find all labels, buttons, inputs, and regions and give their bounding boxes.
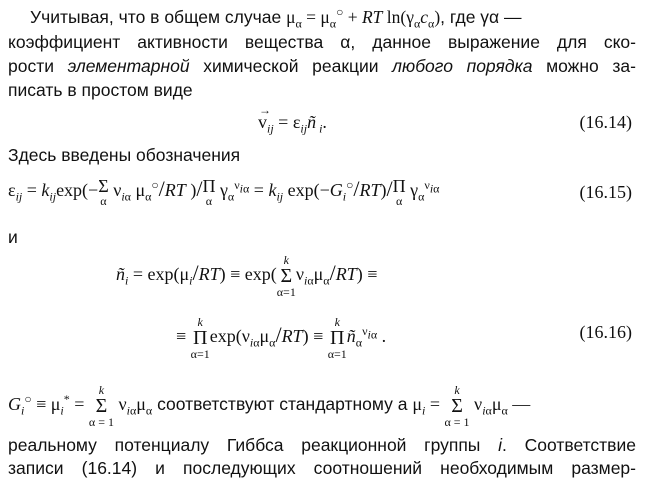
paragraph2-line-2 [8, 434, 636, 456]
notation-line: Здесь введены обозначения [8, 145, 241, 165]
text-span: , где γα — [440, 7, 522, 27]
equation-number-16-14: (16.14) [579, 112, 632, 132]
text-span: Учитывая, что в общем случае [30, 7, 287, 27]
text-span: рости [8, 56, 68, 76]
paragraph-line-3 [8, 55, 636, 77]
equation-16-14: v → $_{ij} = \varepsilon_{ij}ñ$ $_i$. [258, 103, 327, 136]
formula-mu-alpha: $\mu_\alpha = \mu_\alpha^○$ + RT $\ln(\gamma_\alpha c_\alpha)$ [286, 5, 441, 31]
text-span: соответствуют стандартному а [152, 394, 413, 415]
equation-number-16-16: (16.16) [579, 322, 632, 342]
conjunction: и [8, 227, 18, 247]
text-span: . Соответствие [502, 435, 636, 455]
italic-term: i [498, 435, 503, 455]
paragraph2-line-1: $G_i^○ \equiv \mu_i^*$ = k Σ α = 1 $\nu_{i\alpha}\mu_\alpha$ соответствуют стандартному а $\mu_i$ = k Σ α = 1 $\nu_{i\alpha}\mu_\alpha$ — [8, 383, 531, 429]
dash: — [507, 394, 531, 415]
equation-number-16-15: (16.15) [579, 182, 632, 202]
equation-16-15: $\varepsilon_{ij} = k_{ij}\exp(-$ Σ α $\nu_{i\alpha}$ $\mu_\alpha^○/RT$ )/ Π α $\gamma_\alpha^{\nu_{i\alpha}} = k_{ij}$ $\exp(-G_i^○/RT)/$ Π α $\gamma_\alpha^{\nu_{i\alpha}}$ [8, 175, 440, 208]
equation-16-16-line-1: $ñ_i = \exp(\mu_i/RT) \equiv \exp$( k Σ α=1 $\nu_{i\alpha}\mu_\alpha/RT$) ≡ [116, 253, 378, 299]
paragraph2-line-3: записи (16.14) и последующих соотношений необходимым размер- [8, 458, 636, 478]
text-span: можно за- [532, 56, 636, 76]
italic-term: элементарной [67, 56, 190, 76]
italic-term: любого порядка [392, 56, 533, 76]
text-span: химической реакции [189, 56, 393, 76]
equation-16-16-line-2: ≡ k Π α=1 $\exp(\nu_{i\alpha}\mu_\alpha/RT)$ ≡ k Π α=1 $ñ_\alpha^{\nu_{i\alpha}}$ . [176, 315, 387, 361]
paragraph-line-4: писать в простом виде [8, 80, 193, 100]
text-span: реальному потенциалу Гиббса реакционной группы [8, 435, 499, 455]
paragraph-line-1 [30, 5, 636, 31]
paragraph-line-2: коэффициент активности вещества α, данное выражение для ско- [8, 32, 636, 52]
